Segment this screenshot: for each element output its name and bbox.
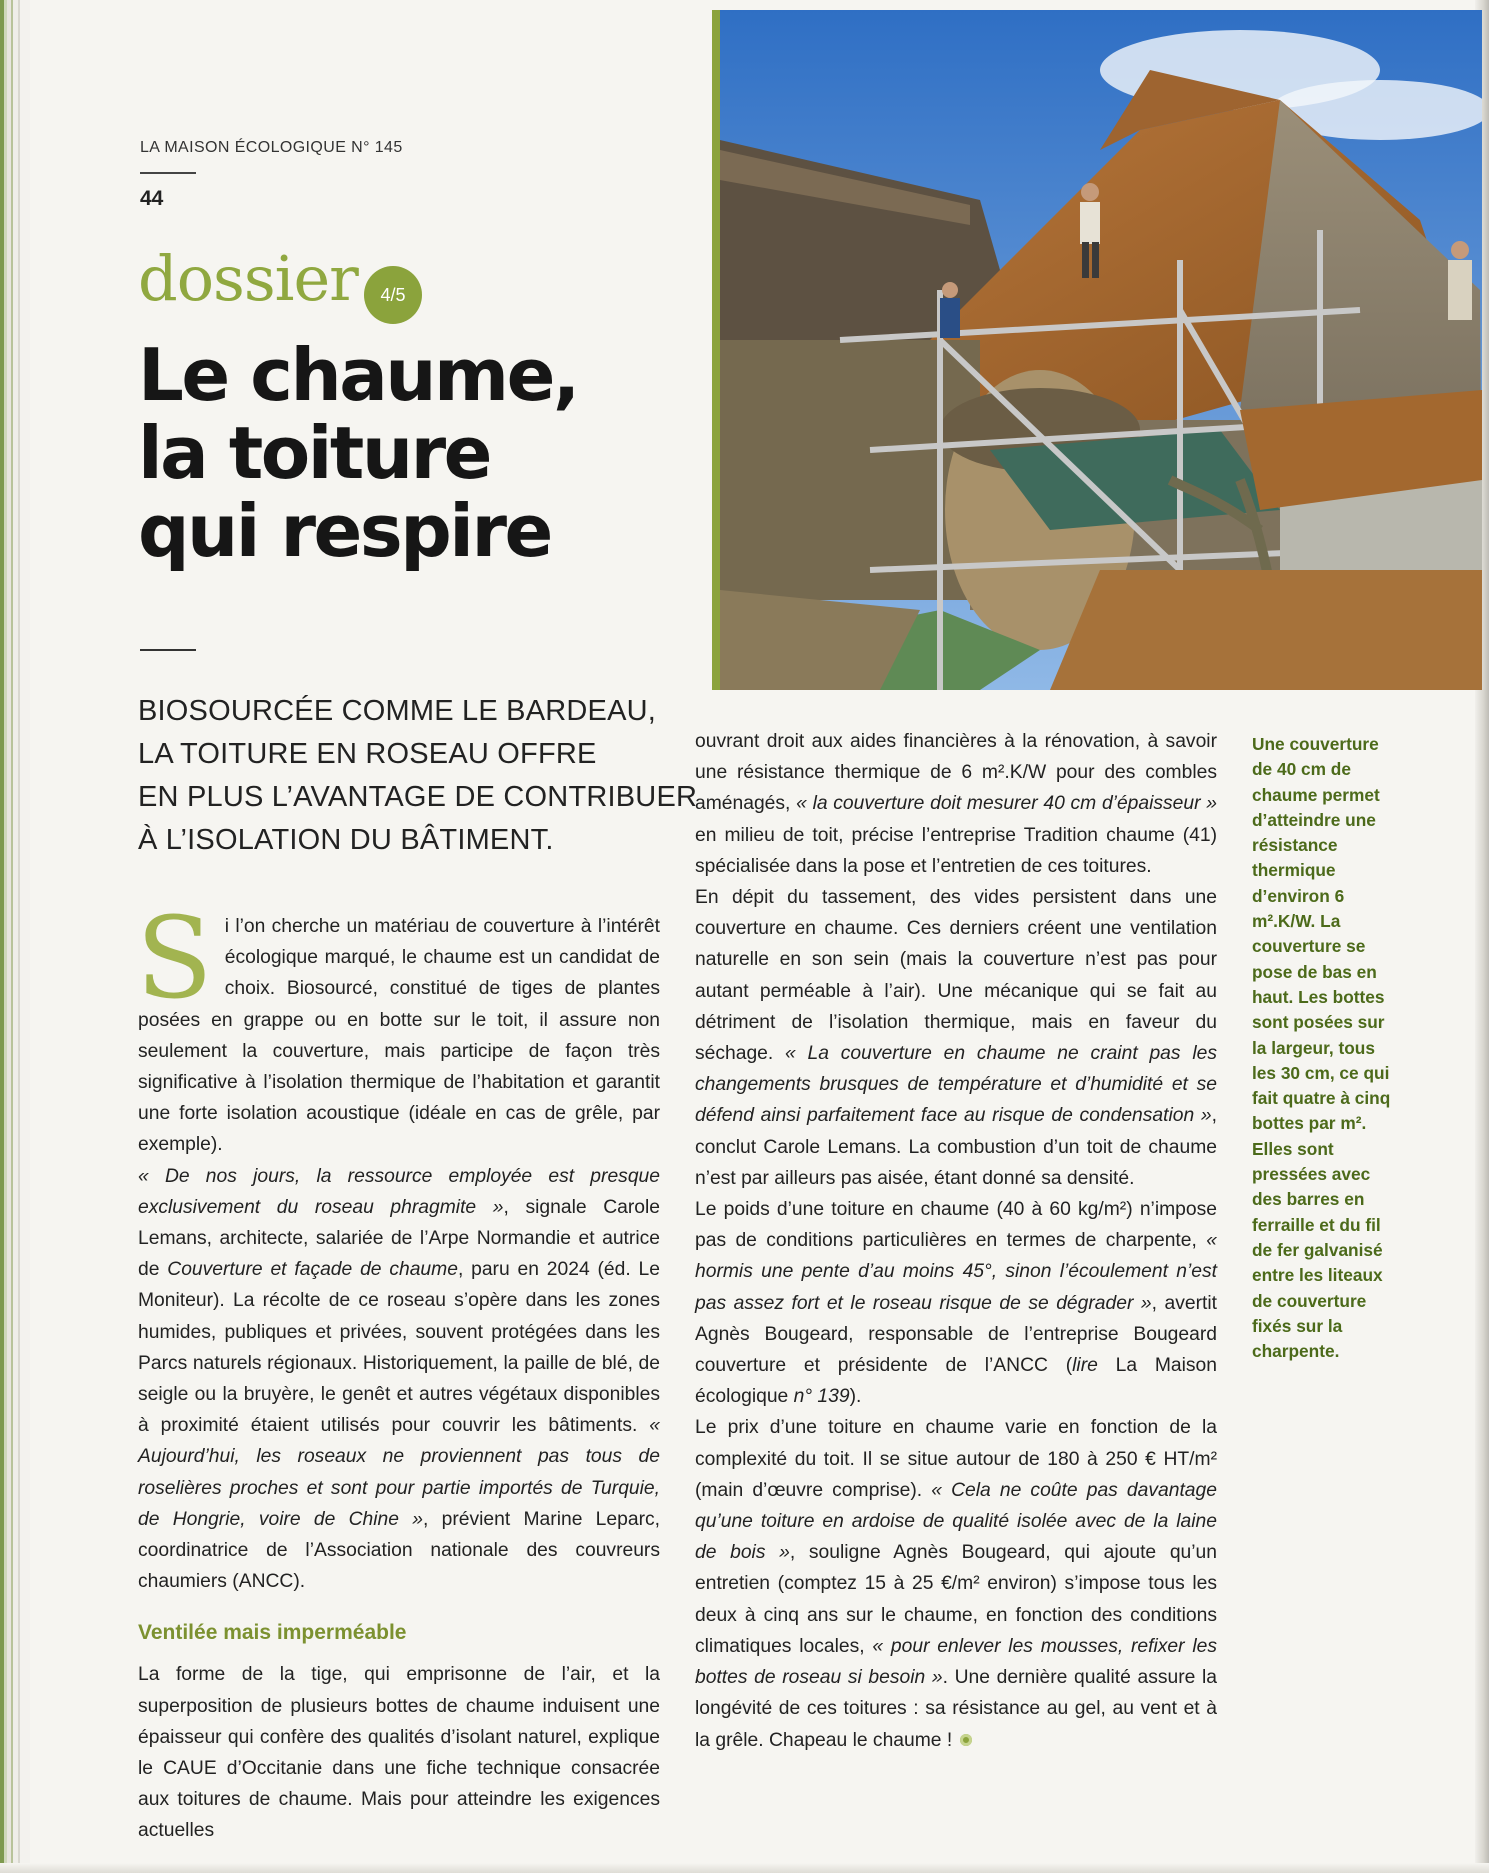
subheading: Ventilée mais imperméable: [138, 1621, 407, 1645]
photo-caption: Une couverture de 40 cm de chaume permet d’atteindre une résistance thermique d’environ 6 m².K/W. La couverture se pose de bas en haut. Les bottes sont posées sur la largeur, tous les 30 cm, ce qui fait quatre à cinq bottes par m². Elles sont pressées avec des barres en ferraille et du fil de fer galvanisé entre les liteaux de couverture fixés sur la charpente.: [1252, 734, 1391, 1362]
lead-line-4: À L’ISOLATION DU BÂTIMENT.: [138, 824, 554, 856]
section-label: dossier: [138, 242, 358, 315]
text-column-1: [136, 894, 660, 1847]
title-line-2: la toiture: [138, 411, 490, 495]
text-column-2: [695, 726, 1217, 1756]
paragraph-resource: « De nos jours, la ressource employée est presque exclusivement du roseau phragmite », signale Carole Lemans, architecte, salariée de l’Arpe Normandie et autrice de Couverture et façade de chaume, paru en 2024 (éd. Le Moniteur). La récolte de ce roseau s’opère dans les zones humides, publiques et privées, souvent protégées dans les Parcs naturels régionaux. Historiquement, la paille de blé, de seigle ou la bruyère, le genêt et autres végétaux disponibles à proximité étaient utilisés pour couvrir les bâtiments. « Aujourd’hui, les roseaux ne proviennent pas tous de roselières proches et sont pour partie importés de Turquie, de Hongrie, voire de Chine », prévient Marine Leparc, coordinatrice de l’Association nationale des couvreurs chaumiers (ANCC).: [138, 1165, 660, 1593]
drop-cap: S: [136, 894, 213, 1024]
magazine-name: LA MAISON ÉCOLOGIQUE N° 145: [140, 139, 403, 156]
thatched-roof-photo: [712, 10, 1482, 690]
paragraph-price: Le prix d’une toiture en chaume varie en fonction de la complexité du toit. Il se situe autour de 180 à 250 € HT/m² (main d’œuvre comprise). « Cela ne coûte pas davantage qu’une toiture en ardoise de qualité isolée avec de la laine de bois », souligne Agnès Bougeard, qui ajoute qu’un entretien (comptez 15 à 25 €/m² environ) s’impose tous les deux à cinq ans sur le chaume, en fonction des conditions climatiques locales, « pour enlever les mousses, refixer les bottes de roseau si besoin ». Une dernière qualité assure la longévité de ces toitures : sa résistance au gel, au vent et à la grêle. Chapeau le chaume !: [695, 1417, 1217, 1751]
title-line-3: qui respire: [138, 489, 551, 573]
paragraph-intro: i l’on cherche un matériau de couverture à l’intérêt écologique marqué, le chaume est un candidat de choix. Biosourcé, constitué de tiges de plantes posées en grappe ou en botte sur le toit, il assure non seulement la couverture, mais participe de façon très significative à l’isolation thermique de l’habitation et garantit une forte isolation acoustique (idéale en cas de grêle, par exemple).: [138, 916, 660, 1156]
article-title: [138, 333, 698, 573]
end-of-article-icon: [960, 1734, 972, 1746]
lead-line-3: EN PLUS L’AVANTAGE DE CONTRIBUER: [138, 781, 698, 813]
header-divider: [140, 172, 196, 174]
photo-illustration: [720, 10, 1482, 690]
paragraph-aids: ouvrant droit aux aides financières à la rénovation, à savoir une résistance thermique de 6 m².K/W pour des combles aménagés, « la couverture doit mesurer 40 cm d’épaisseur » en milieu de toit, précise l’entreprise Tradition chaume (41) spécialisée dans la pose et l’entretien de ces toitures.: [695, 731, 1217, 877]
page-edge-bottom: [0, 1863, 1489, 1873]
lead-line-2: LA TOITURE EN ROSEAU OFFRE: [138, 738, 597, 770]
paragraph-ventilation: En dépit du tassement, des vides persistent dans une couverture en chaume. Ces derniers créent une ventilation naturelle en son sein (mais la couverture n’est pas pour autant perméable à l’air). Une mécanique qui se fait au détriment de l’isolation thermique, mais en faveur du séchage. « La couverture en chaume ne craint pas les changements brusques de température et d’humidité et se défend ainsi parfaitement face au risque de condensation », conclut Carole Lemans. La combustion d’un toit de chaume n’est par ailleurs pas aisée, étant donné sa densité.: [695, 887, 1217, 1189]
page-number: 44: [140, 187, 164, 210]
page-edge-left: [0, 0, 30, 1873]
paragraph-weight: Le poids d’une toiture en chaume (40 à 60 kg/m²) n’impose pas de conditions particulières en termes de charpente, « hormis une pente d’au moins 45°, sinon l’écoulement n’est pas assez fort et le roseau risque de se dégrader », avertit Agnès Bougeard, responsable de l’entreprise Bougeard couverture et présidente de l’ANCC (lire La Maison écologique n° 139).: [695, 1199, 1217, 1408]
title-line-1: Le chaume,: [138, 333, 578, 417]
lead-line-1: BIOSOURCÉE COMME LE BARDEAU,: [138, 695, 657, 727]
title-divider: [140, 649, 196, 651]
article-lead: [138, 690, 698, 862]
paragraph-ventilated: La forme de la tige, qui emprisonne de l’air, et la superposition de plusieurs bottes de chaume induisent une épaisseur qui confère des qualités d’isolant naturel, explique le CAUE d’Occitanie dans une fiche technique consacrée aux toitures de chaume. Mais pour atteindre les exigences actuelles: [138, 1664, 660, 1842]
part-badge: 4/5: [364, 266, 422, 324]
